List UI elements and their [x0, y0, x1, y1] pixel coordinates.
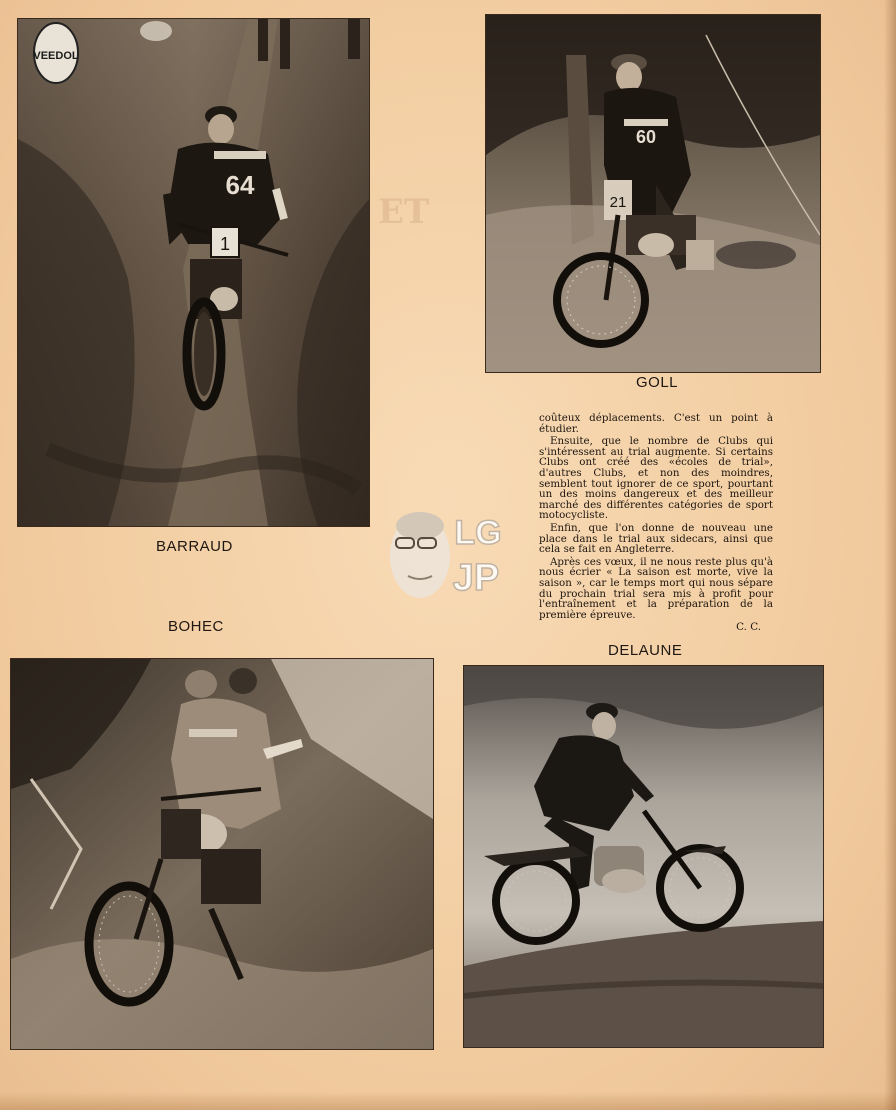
page-edge-shadow-bottom: [0, 1092, 896, 1110]
photo-barraud: [17, 18, 370, 527]
bleed-through-text: ET: [378, 192, 430, 232]
delaune-photo-illustration: [464, 666, 823, 1047]
veedol-sign: VEEDOL: [33, 50, 79, 62]
caption-goll: GOLL: [636, 374, 679, 391]
watermark-initials-top: LG: [454, 514, 502, 552]
rider-number-goll: 60: [635, 127, 657, 147]
photo-bohec: [10, 658, 434, 1050]
page-edge-shadow: [884, 0, 896, 1110]
barraud-photo-illustration: [18, 19, 369, 526]
article-text-column: [539, 413, 773, 635]
plate-number-barraud: 1: [219, 234, 231, 254]
bohec-photo-illustration: [11, 659, 433, 1049]
watermark-initials-bottom: JP: [452, 557, 500, 599]
caption-barraud: BARRAUD: [156, 538, 233, 555]
article-paragraph: coûteux déplacements. C'est un point à étudier.: [539, 412, 773, 435]
article-paragraph: Enfin, que l'on donne de nouveau une place dans le trial aux sidecars, ainsi que cela se fait en Angleterre.: [539, 521, 773, 556]
caption-bohec: BOHEC: [168, 618, 224, 635]
goll-photo-illustration: [486, 15, 820, 372]
watermark-logo: [378, 502, 524, 606]
caption-delaune: DELAUNE: [608, 642, 683, 659]
article-paragraph: Ensuite, que le nombre de Clubs qui s'intéressent au trial augmente. Si certains Clubs ont créé des «écoles de trial», d'autres Clubs, et non des moindres, semblent tout ignorer de ce sport, pourtant un des moins dangereux et des meilleur marché des différentes catégories de sport motocycliste.: [539, 435, 773, 522]
article-signature: C. C.: [736, 621, 761, 634]
article-paragraph: Après ces vœux, il ne nous reste plus qu'à nous écrier « La saison est morte, vive la saison », car le temps mort qui nous sépare du prochain trial sera mis à profit pour l'entraînement et la préparation de la première épreuve.: [539, 555, 773, 621]
photo-delaune: [463, 665, 824, 1048]
photo-goll: [485, 14, 821, 373]
rider-number-barraud: 64: [225, 170, 255, 200]
plate-number-goll: 21: [609, 194, 627, 211]
